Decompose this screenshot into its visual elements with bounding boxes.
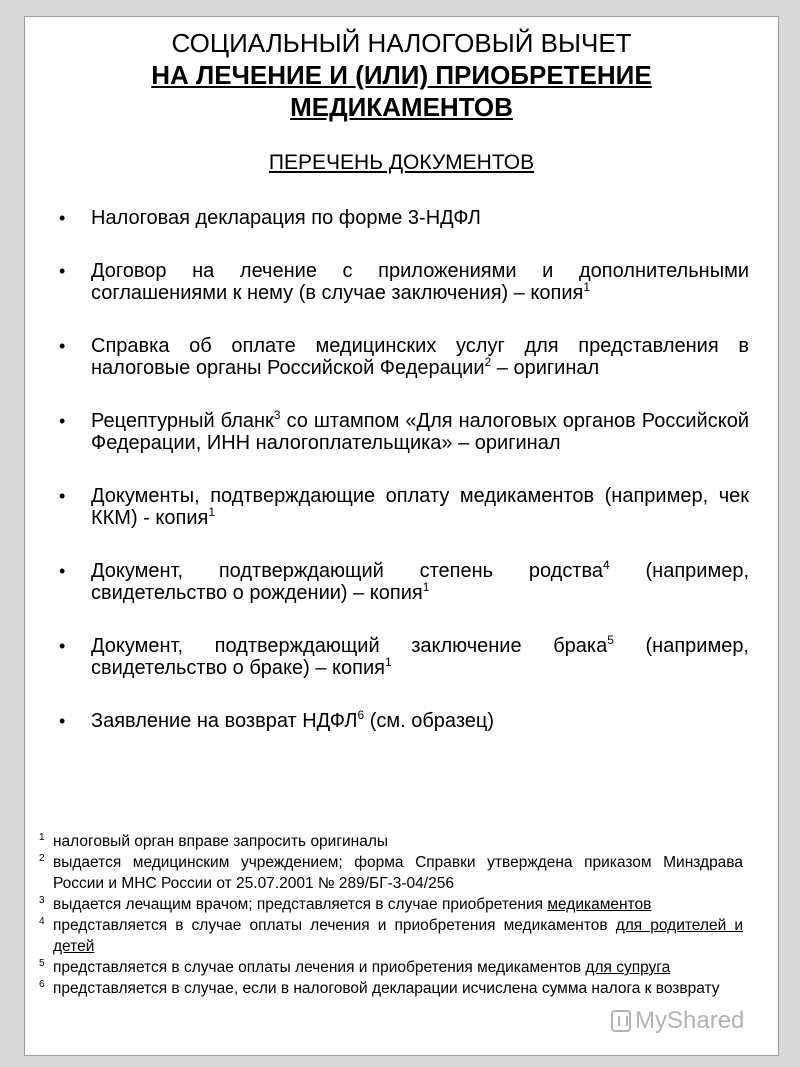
footnote: 3 выдается лечащим врачом; представляется в случае приобретения медикаментов	[39, 895, 652, 913]
list-item: • Рецептурный бланк$^3$ со штампом «Для налоговых органов Российской Федерации, ИНН налогоплательщика» – оригинал	[59, 410, 749, 454]
footnote: 5 представляется в случае оплаты лечения и приобретения медикаментов для супруга	[39, 958, 671, 976]
list-item: • Документ, подтверждающий степень родства$^4$ (например, свидетельство о рождении) – копия$^1$	[59, 560, 749, 604]
footnote: 6 представляется в случае, если в налоговой декларации исчислена сумма налога к возврату	[39, 979, 720, 997]
documents-list	[59, 207, 749, 763]
list-item: • Налоговая декларация по форме 3-НДФЛ	[59, 207, 749, 229]
title-block	[25, 27, 778, 123]
watermark	[611, 1007, 744, 1035]
documents-list-title: ПЕРЕЧЕНЬ ДОКУМЕНТОВ	[268, 151, 535, 174]
title-line-3: МЕДИКАМЕНТОВ	[290, 92, 513, 122]
list-item: • Договор на лечение с приложениями и дополнительными соглашениями к нему (в случае заключения) – копия$^1$	[59, 260, 749, 304]
footnote: 2 выдается медицинским учреждением; форма Справки утверждена приказом Минздрава России и МНС России от 25.07.2001 № 289/БГ-3-04/256	[39, 853, 743, 892]
list-item: • Документы, подтверждающие оплату медикаментов (например, чек ККМ) - копия$^1$	[59, 485, 749, 529]
list-item: • Справка об оплате медицинских услуг для представления в налоговые органы Российской Федерации$^2$ – оригинал	[59, 335, 749, 379]
document-page	[24, 16, 779, 1056]
list-item: • Заявление на возврат НДФЛ$^6$ (см. образец)	[59, 710, 749, 732]
title-line-1: СОЦИАЛЬНЫЙ НАЛОГОВЫЙ ВЫЧЕТ	[171, 28, 632, 58]
footnote: 4 представляется в случае оплаты лечения и приобретения медикаментов для родителей и детей	[39, 916, 743, 955]
title-line-2: НА ЛЕЧЕНИЕ И (ИЛИ) ПРИОБРЕТЕНИЕ	[151, 60, 652, 90]
footnotes	[39, 831, 743, 999]
myshared-logo-icon	[611, 1010, 631, 1032]
watermark-text: MyShared	[635, 1007, 745, 1034]
list-item: • Документ, подтверждающий заключение брака$^5$ (например, свидетельство о браке) – копия$^1$	[59, 635, 749, 679]
footnote: 1 налоговый орган вправе запросить оригиналы	[39, 832, 389, 850]
